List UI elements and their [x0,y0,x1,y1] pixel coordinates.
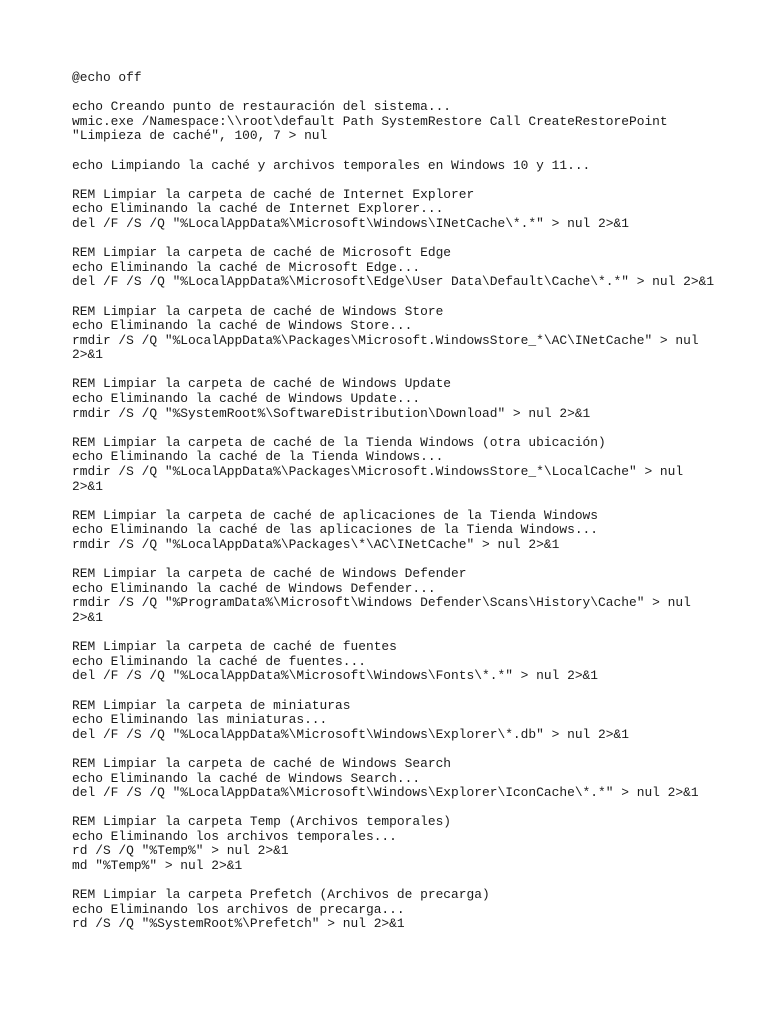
code-line: rmdir /S /Q "%LocalAppData%\Packages\Microsoft.WindowsStore_*\LocalCache" > nul [72,464,684,480]
code-block [72,245,715,290]
code-block [72,757,712,801]
code-block [72,567,712,625]
code-block [72,888,712,932]
code-line: echo Eliminando la caché de la Tienda Windows... [72,449,444,465]
code-line: REM Limpiar la carpeta Temp (Archivos temporales) [72,814,452,830]
code-line: del /F /S /Q "%LocalAppData%\Microsoft\Windows\Explorer\IconCache\*.*" > nul 2>&1 [72,785,699,801]
code-line: echo Eliminando la caché de Windows Update... [72,391,421,407]
code-line: @echo off [72,70,142,85]
code-line: echo Eliminando la caché de Windows Defender... [72,580,436,596]
code-line: 2>&1 [72,609,103,625]
code-line: REM Limpiar la carpeta de caché de Microsoft Edge [72,245,452,261]
code-line: REM Limpiar la carpeta de caché de fuentes [72,639,397,655]
code-block [72,815,712,873]
code-line: REM Limpiar la carpeta de caché de Windows Search [72,755,452,771]
code-line: del /F /S /Q "%LocalAppData%\Microsoft\Edge\User Data\Default\Cache\*.*" > nul 2>&1 [72,274,715,290]
code-line: echo Limpiando la caché y archivos temporales en Windows 10 y 11... [72,157,591,173]
code-line: echo Eliminando la caché de las aplicaciones de la Tienda Windows... [72,522,599,538]
code-line: echo Eliminando la caché de Microsoft Edge... [72,259,421,275]
code-line: rmdir /S /Q "%ProgramData%\Microsoft\Windows Defender\Scans\History\Cache" > nul [72,595,691,611]
code-line: echo Creando punto de restauración del sistema... [72,99,452,115]
code-line: REM Limpiar la carpeta de caché de Windows Update [72,376,452,392]
code-line: echo Eliminando las miniaturas... [72,712,328,728]
code-line: 2>&1 [72,347,103,363]
code-line: rd /S /Q "%Temp%" > nul 2>&1 [72,843,289,859]
code-line: echo Eliminando la caché de Windows Store... [72,318,413,334]
code-line: REM Limpiar la carpeta de caché de Windows Store [72,303,444,319]
code-line: REM Limpiar la carpeta de caché de la Tienda Windows (otra ubicación) [72,434,606,450]
code-line: "Limpieza de caché", 100, 7 > nul [72,128,328,144]
code-block [72,100,712,144]
code-block [72,640,712,684]
code-line: rmdir /S /Q "%LocalAppData%\Packages\Microsoft.WindowsStore_*\AC\INetCache" > nul [72,332,699,348]
code-line: md "%Temp%" > nul 2>&1 [72,858,243,874]
code-line: REM Limpiar la carpeta de caché de Windows Defender [72,566,467,582]
code-line: 2>&1 [72,478,103,494]
code-line: del /F /S /Q "%LocalAppData%\Microsoft\Windows\Explorer\*.db" > nul 2>&1 [72,726,629,742]
code-line: REM Limpiar la carpeta Prefetch (Archivos de precarga) [72,887,490,903]
code-line: REM Limpiar la carpeta de caché de aplicaciones de la Tienda Windows [72,507,599,523]
code-line: del /F /S /Q "%LocalAppData%\Microsoft\Windows\Fonts\*.*" > nul 2>&1 [72,668,599,684]
code-line: echo Eliminando los archivos temporales... [72,828,397,844]
code-block [72,377,712,421]
code-block [72,188,712,232]
code-line: rd /S /Q "%SystemRoot%\Prefetch" > nul 2>&1 [72,916,405,932]
code-line: echo Eliminando los archivos de precarga... [72,901,405,917]
code-line: echo Eliminando la caché de Windows Search... [72,770,421,786]
code-block [72,699,712,743]
code-block [72,305,712,363]
code-block [72,509,712,553]
code-line: echo Eliminando la caché de fuentes... [72,653,366,669]
code-line: del /F /S /Q "%LocalAppData%\Microsoft\Windows\INetCache\*.*" > nul 2>&1 [72,215,629,231]
code-line: rmdir /S /Q "%LocalAppData%\Packages\*\AC\INetCache" > nul 2>&1 [72,537,560,552]
batch-script-text [72,70,715,947]
code-block [72,436,712,494]
code-line: REM Limpiar la carpeta de caché de Internet Explorer [72,186,475,202]
code-line: wmic.exe /Namespace:\\root\default Path SystemRestore Call CreateRestorePoint [72,113,668,129]
code-block [72,159,712,174]
code-line: REM Limpiar la carpeta de miniaturas [72,697,351,713]
code-line: echo Eliminando la caché de Internet Explorer... [72,201,444,217]
code-line: rmdir /S /Q "%SystemRoot%\SoftwareDistribution\Download" > nul 2>&1 [72,405,591,421]
code-block [72,71,712,86]
